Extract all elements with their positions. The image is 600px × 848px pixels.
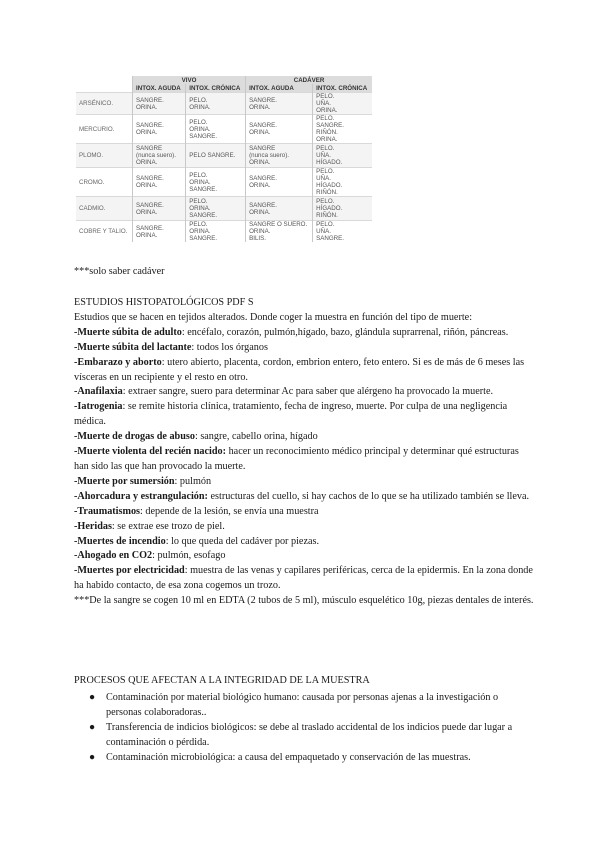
- procesos-list: [74, 691, 534, 766]
- cell-line: ORINA.: [189, 228, 211, 235]
- histo-text: : extraer sangre, suero para determinar Ac para saber que alérgeno ha provocado la muerte.: [122, 386, 494, 398]
- table-cell: [313, 144, 372, 168]
- histo-item: [74, 475, 534, 490]
- cell-line: PELO.: [316, 145, 335, 152]
- table-cell: [313, 93, 372, 115]
- cell-line: HÍGADO.: [316, 182, 343, 189]
- cell-line: PELO.: [189, 171, 208, 179]
- histo-text: : encéfalo, corazón, pulmón,hígado, bazo, glándula suprarrenal, riñón, páncreas.: [181, 326, 509, 338]
- header-cadaver-cronica: INTOX. CRÓNICA: [313, 84, 372, 93]
- table-cell: [246, 144, 313, 168]
- histo-text: : pulmón, esofago: [152, 550, 226, 562]
- histo-footnote: ***De la sangre se cogen 10 ml en EDTA (2 tubos de 5 ml), músculo esquelético 10g, piezas dentales de interés.: [74, 595, 534, 607]
- row-element-name: ARSÉNICO.: [79, 100, 114, 107]
- table-row: [76, 115, 372, 144]
- cell-line: ORINA.: [249, 129, 271, 136]
- table-cell: [313, 197, 372, 221]
- cell-line: ORINA.: [249, 208, 271, 216]
- histo-term: -Muerte súbita de adulto: [74, 326, 182, 338]
- histo-term: -Embarazo y aborto: [74, 356, 162, 368]
- cell-line: ORINA.: [189, 125, 211, 133]
- table-cell: [313, 115, 372, 144]
- cell-line: HÍGADO.: [316, 205, 343, 212]
- histo-term: -Muertes de incendio: [74, 535, 166, 547]
- table-body: [76, 93, 372, 243]
- histo-term: -Ahogado en CO2: [74, 550, 153, 562]
- histo-item: [74, 385, 534, 400]
- cell-line: SANGRE.: [249, 201, 277, 209]
- row-element-name: PLOMO.: [79, 152, 104, 159]
- cell-line: ORINA.: [136, 208, 158, 216]
- cell-line: ORINA.: [249, 228, 271, 235]
- histo-item: [74, 520, 534, 535]
- histo-item: [74, 356, 534, 386]
- table-cell: [186, 93, 246, 115]
- cell-line: PELO.: [189, 198, 208, 205]
- histo-item: [74, 535, 534, 550]
- cell-line: SANGRE.: [189, 132, 218, 140]
- histo-text: : sangre, cabello orina, hígado: [194, 431, 318, 443]
- table-row: [76, 144, 372, 168]
- histo-text: : depende de la lesión, se envía una muestra: [140, 505, 319, 517]
- histo-term: -Muerte por sumersión: [74, 475, 175, 487]
- histo-text: : todos los órganos: [191, 341, 268, 353]
- table-cell: [246, 115, 313, 144]
- cell-line: SANGRE.: [136, 201, 164, 209]
- histo-term: -Muertes por electricidad: [74, 565, 185, 577]
- bullet-icon: ●: [89, 691, 96, 703]
- table-row: [76, 93, 372, 115]
- procesos-title: PROCESOS QUE AFECTAN A LA INTEGRIDAD DE LA MUESTRA: [74, 675, 370, 686]
- table-cell: [133, 93, 186, 115]
- table-corner-2: [76, 84, 133, 93]
- procesos-item: [74, 691, 534, 721]
- procesos-section: [74, 674, 534, 765]
- table-cell: [133, 221, 186, 243]
- procesos-item: [74, 721, 534, 751]
- table-row: [76, 197, 372, 221]
- histo-item: [74, 564, 534, 594]
- cell-line: SANGRE.: [136, 96, 164, 104]
- table-cell: [186, 144, 246, 168]
- histo-text: hacer un reconocimiento médico principal y determinar qué estructuras han sido las que han provocado la muerte.: [74, 446, 519, 472]
- histo-item: [74, 430, 534, 445]
- toxicology-table: [76, 76, 372, 242]
- cell-line: PELO.: [189, 118, 208, 126]
- cell-line: ORINA.: [136, 103, 158, 111]
- histo-item: [74, 505, 534, 520]
- cell-line: UÑA.: [316, 152, 331, 159]
- histo-item: [74, 445, 534, 475]
- cell-line: ORINA.: [316, 136, 338, 143]
- cell-line: BILIS.: [249, 235, 266, 242]
- histo-text: estructuras del cuello, si hay cachos de lo que se ha utilizado también se lleva.: [207, 490, 530, 502]
- histo-text: : muestra de las venas y capilares periféricas, cerca de la epidermis. En la zona donde ha habido contacto, de esa zona cogemos un trozo.: [74, 565, 533, 592]
- procesos-text: Transferencia de indicios biológicos: se debe al traslado accidental de los indicios puede dar lugar a contaminación o pérdida.: [106, 721, 513, 748]
- cell-line: ORINA.: [189, 178, 211, 186]
- cell-line: SANGRE.: [189, 235, 218, 242]
- histo-list: [74, 326, 534, 594]
- cell-line: PELO.: [189, 96, 208, 104]
- table-row: [76, 168, 372, 197]
- histo-term: -Muerte violenta del recién nacido:: [74, 446, 227, 458]
- table-cell: [133, 144, 186, 168]
- cell-line: SANGRE: [136, 145, 163, 152]
- cell-line: PELO.: [189, 221, 208, 228]
- cell-line: (nunca suero).: [136, 152, 176, 159]
- cell-line: RIÑÓN.: [316, 189, 338, 196]
- histo-section: [74, 296, 534, 609]
- table-cell: [313, 168, 372, 197]
- table-row: [76, 221, 372, 243]
- cell-line: SANGRE.: [249, 175, 277, 182]
- cell-line: SANGRE.: [136, 175, 164, 182]
- cell-line: SANGRE.: [189, 185, 218, 193]
- cell-line: SANGRE.: [249, 96, 277, 104]
- row-element-name: CROMO.: [79, 178, 105, 186]
- histo-item: [74, 400, 534, 430]
- table-cell: [246, 93, 313, 115]
- cell-line: (nunca suero).: [249, 152, 289, 159]
- histo-intro: Estudios que se hacen en tejidos alterados. Donde coger la muestra en función del tipo de muerte:: [74, 311, 473, 323]
- cell-line: ORINA.: [249, 159, 271, 166]
- table-cell: [186, 221, 246, 243]
- cell-line: PELO.: [316, 221, 335, 228]
- cell-line: ORINA.: [136, 159, 158, 166]
- cell-line: SANGRE O SUERO.: [249, 221, 308, 228]
- header-vivo-cronica: INTOX. CRÓNICA: [186, 84, 246, 93]
- histo-term: -Muerte de drogas de abuso: [74, 431, 195, 443]
- histo-term: -Muerte súbita del lactante: [74, 341, 192, 353]
- header-vivo-aguda: INTOX. AGUDA: [133, 84, 186, 93]
- histo-text: : lo que queda del cadáver por piezas.: [165, 535, 319, 547]
- table-cell: [313, 221, 372, 243]
- table-cell: [246, 221, 313, 243]
- histo-term: -Anafilaxia: [74, 386, 123, 398]
- table-cell: [246, 168, 313, 197]
- procesos-text: Contaminación por material biológico humano: causada por personas ajenas a la investigación o personas colaboradoras..: [106, 691, 499, 718]
- cell-line: UÑA.: [316, 100, 331, 107]
- histo-title: ESTUDIOS HISTOPATOLÓGICOS PDF S: [74, 297, 254, 308]
- cell-line: UÑA.: [316, 228, 331, 235]
- histo-text: : pulmón: [174, 475, 212, 487]
- cell-line: PELO.: [316, 198, 335, 205]
- bullet-icon: ●: [89, 721, 96, 733]
- cell-line: SANGRE.: [316, 235, 344, 242]
- cell-line: PELO.: [316, 168, 335, 175]
- cell-line: UÑA.: [316, 175, 331, 182]
- table-group-header: [76, 76, 372, 84]
- cell-line: RIÑÓN.: [316, 129, 338, 136]
- cell-line: PELO.: [316, 115, 335, 122]
- histo-item: [74, 549, 534, 564]
- histo-text: : se remite historia clínica, tratamiento, fecha de ingreso, muerte. Por culpa de una negligencia médica.: [74, 401, 508, 428]
- cell-line: SANGRE.: [189, 212, 218, 219]
- cell-line: SANGRE.: [136, 122, 164, 129]
- cell-line: HÍGADO.: [316, 159, 343, 166]
- histo-item: [74, 490, 534, 505]
- histo-item: [74, 326, 534, 341]
- procesos-item: [74, 751, 534, 766]
- cell-line: ORINA.: [189, 103, 211, 111]
- histo-text: : se extrae ese trozo de piel.: [111, 520, 225, 532]
- group-vivo: VIVO: [133, 76, 246, 84]
- cell-line: ORINA.: [249, 182, 271, 189]
- histo-item: [74, 341, 534, 356]
- cell-line: PELO SANGRE.: [189, 152, 236, 159]
- histo-term: -Ahorcadura y estrangulación:: [74, 490, 208, 502]
- cell-line: ORINA.: [136, 231, 158, 239]
- cell-line: PELO.: [316, 93, 335, 100]
- cell-line: ORINA.: [136, 129, 158, 136]
- header-cadaver-aguda: INTOX. AGUDA: [246, 84, 313, 93]
- cell-line: ORINA.: [249, 103, 271, 111]
- cell-line: ORINA.: [189, 205, 211, 212]
- table-note: ***solo saber cadáver: [74, 266, 165, 277]
- cell-line: ORINA.: [316, 107, 338, 114]
- table-cell: [133, 115, 186, 144]
- table-cell: [186, 168, 246, 197]
- procesos-text: Contaminación microbiológica: a causa del empaquetado y conservación de las muestras.: [106, 751, 471, 763]
- cell-line: SANGRE.: [249, 122, 277, 129]
- cell-line: RIÑÓN.: [316, 212, 338, 219]
- histo-text: : utero abierto, placenta, cordon, embrion entero, feto entero. Si es de más de 6 meses las vísceras en un recipiente y el resto en otro.: [74, 356, 525, 383]
- table-subheader: [76, 84, 372, 93]
- histo-term: -Traumatismos: [74, 505, 141, 517]
- cell-line: ORINA.: [136, 182, 158, 189]
- table-cell: [133, 168, 186, 197]
- histo-term: -Heridas: [74, 520, 112, 532]
- table-corner: [76, 76, 133, 84]
- row-element-name: CADMIO.: [79, 205, 106, 212]
- cell-line: SANGRE.: [136, 224, 164, 232]
- cell-line: SANGRE: [249, 145, 276, 152]
- table-cell: [133, 197, 186, 221]
- row-element-name: COBRE Y TALIO.: [79, 228, 128, 235]
- group-cadaver: CADÁVER: [246, 76, 372, 84]
- table-cell: [186, 197, 246, 221]
- histo-term: -Iatrogenia: [74, 401, 123, 413]
- bullet-icon: ●: [89, 751, 96, 763]
- cell-line: SANGRE.: [316, 122, 344, 129]
- table-cell: [186, 115, 246, 144]
- row-element-name: MERCURIO.: [79, 125, 115, 133]
- table-cell: [246, 197, 313, 221]
